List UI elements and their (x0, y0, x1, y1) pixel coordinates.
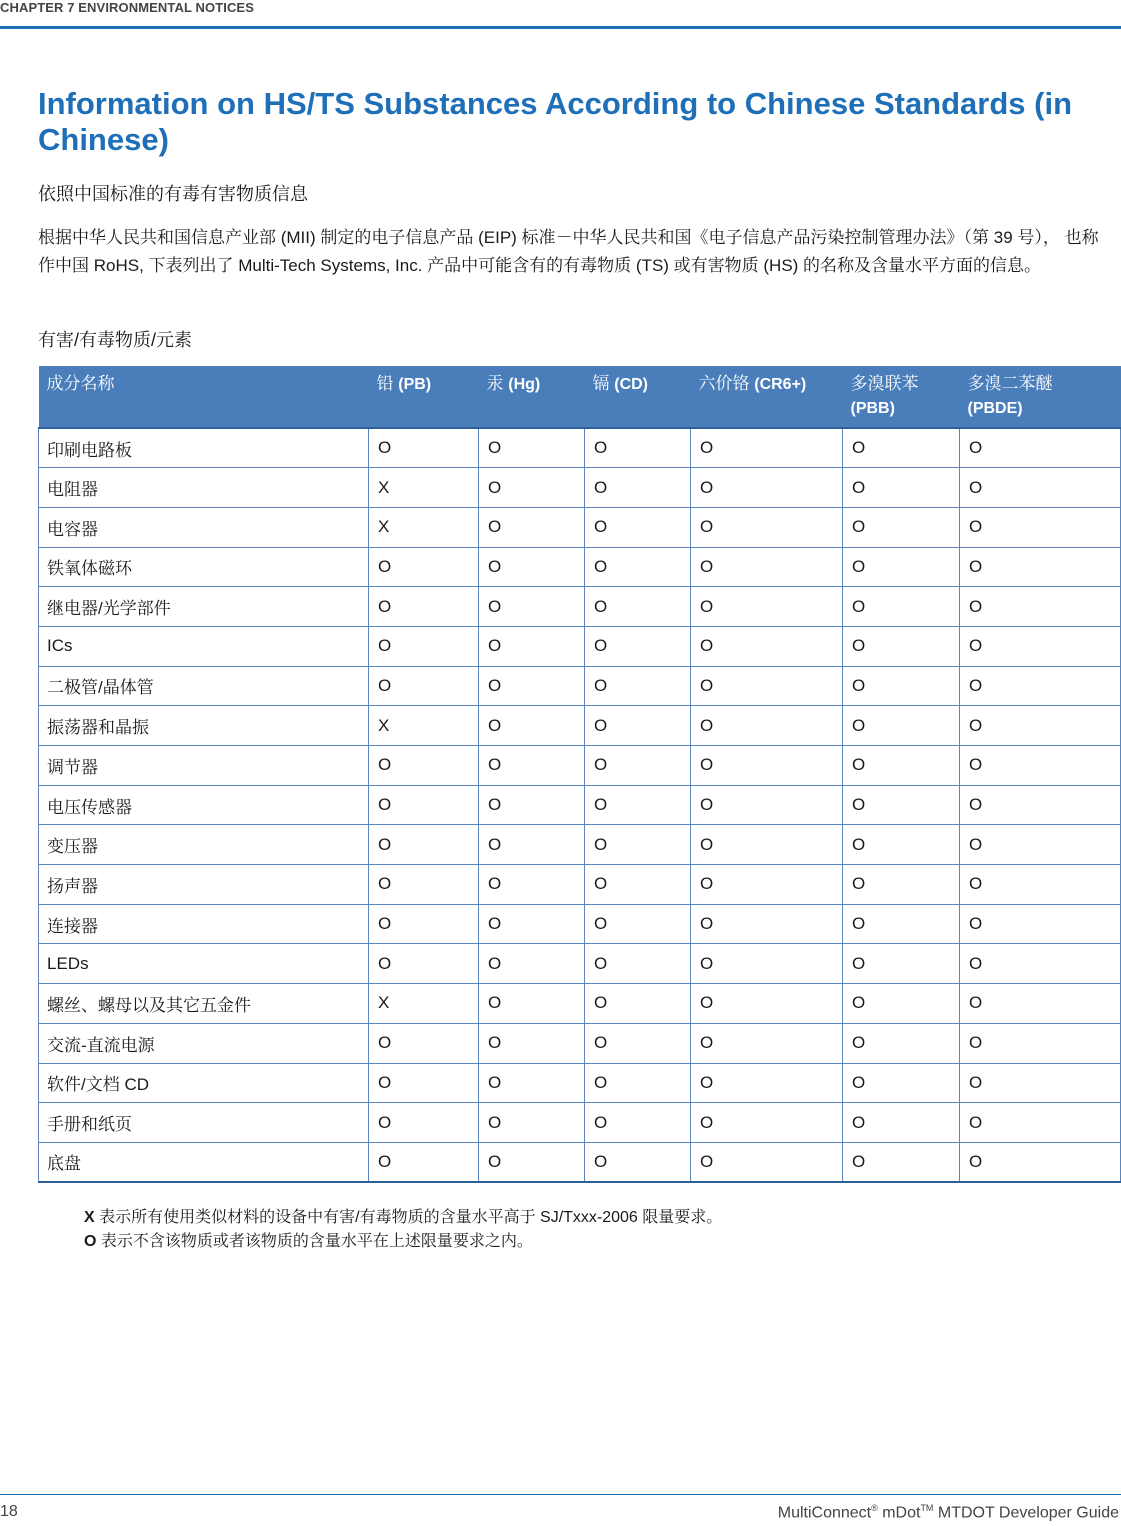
substance-value-cell: O (585, 1063, 691, 1103)
substance-value-cell: O (843, 706, 960, 746)
substance-value-cell: O (960, 1023, 1121, 1063)
substance-value-cell: O (960, 944, 1121, 984)
substance-value-cell: O (369, 1103, 479, 1143)
substance-value-cell: O (369, 746, 479, 786)
substance-value-cell: O (479, 587, 585, 627)
substance-value-cell: O (479, 547, 585, 587)
component-name-cell: 螺丝、螺母以及其它五金件 (39, 984, 369, 1024)
table-row (39, 626, 1121, 666)
substance-value-cell: O (843, 547, 960, 587)
substance-value-cell: O (479, 984, 585, 1024)
substance-value-cell: O (691, 825, 843, 865)
substance-value-cell: O (585, 944, 691, 984)
substance-value-cell: O (691, 428, 843, 468)
substance-value-cell: O (585, 507, 691, 547)
component-name-cell: 变压器 (39, 825, 369, 865)
substance-value-cell: O (960, 626, 1121, 666)
substance-value-cell: O (585, 1023, 691, 1063)
substance-value-cell: O (369, 1023, 479, 1063)
substance-value-cell: O (585, 547, 691, 587)
substance-value-cell: O (479, 666, 585, 706)
component-name-cell: 扬声器 (39, 865, 369, 905)
table-row (39, 1103, 1121, 1143)
substance-value-cell: O (585, 825, 691, 865)
substance-value-cell: O (585, 706, 691, 746)
table-row (39, 1063, 1121, 1103)
substance-value-cell: O (691, 1142, 843, 1182)
substance-value-cell: O (691, 1103, 843, 1143)
table-row (39, 428, 1121, 468)
substance-value-cell: O (369, 785, 479, 825)
substance-value-cell: O (960, 1142, 1121, 1182)
substance-value-cell: O (843, 865, 960, 905)
header-pbde: 多溴二苯醚 (PBDE) (960, 366, 1121, 428)
substance-value-cell: O (960, 507, 1121, 547)
substance-value-cell: O (369, 865, 479, 905)
substance-value-cell: O (691, 904, 843, 944)
table-row (39, 547, 1121, 587)
substance-value-cell: O (843, 984, 960, 1024)
substance-value-cell: O (960, 1063, 1121, 1103)
substance-value-cell: X (369, 706, 479, 746)
substance-value-cell: O (585, 904, 691, 944)
page-number: 18 (0, 1503, 18, 1520)
table-row (39, 746, 1121, 786)
substance-value-cell: O (369, 547, 479, 587)
substance-value-cell: O (369, 587, 479, 627)
substance-value-cell: O (585, 666, 691, 706)
substance-value-cell: O (369, 1142, 479, 1182)
substance-value-cell: O (691, 865, 843, 905)
substance-value-cell: O (479, 904, 585, 944)
substance-value-cell: O (843, 468, 960, 508)
component-name-cell: 底盘 (39, 1142, 369, 1182)
substance-value-cell: O (960, 587, 1121, 627)
component-name-cell: ICs (39, 626, 369, 666)
substance-value-cell: O (479, 626, 585, 666)
substance-value-cell: O (691, 507, 843, 547)
table-row (39, 785, 1121, 825)
substance-value-cell: O (691, 587, 843, 627)
substance-value-cell: O (369, 944, 479, 984)
table-row (39, 944, 1121, 984)
substance-value-cell: O (843, 944, 960, 984)
header-mercury: 汞 (Hg) (479, 366, 585, 428)
substance-value-cell: O (479, 944, 585, 984)
component-name-cell: 连接器 (39, 904, 369, 944)
component-name-cell: 印刷电路板 (39, 428, 369, 468)
table-row (39, 904, 1121, 944)
substance-value-cell: O (960, 428, 1121, 468)
substance-value-cell: O (479, 1063, 585, 1103)
substance-value-cell: O (691, 1023, 843, 1063)
substance-value-cell: O (691, 547, 843, 587)
substance-value-cell: O (960, 825, 1121, 865)
substance-value-cell: O (691, 1063, 843, 1103)
substance-value-cell: O (960, 547, 1121, 587)
substance-value-cell: O (691, 468, 843, 508)
substance-value-cell: O (960, 904, 1121, 944)
substance-value-cell: O (691, 706, 843, 746)
substance-value-cell: O (691, 626, 843, 666)
substance-value-cell: O (843, 587, 960, 627)
chapter-header: CHAPTER 7 ENVIRONMENTAL NOTICES (0, 0, 254, 15)
component-name-cell: 交流-直流电源 (39, 1023, 369, 1063)
substance-value-cell: O (479, 785, 585, 825)
substance-value-cell: O (960, 746, 1121, 786)
substance-value-cell: O (960, 785, 1121, 825)
component-name-cell: 电阻器 (39, 468, 369, 508)
substance-value-cell: O (479, 865, 585, 905)
substance-value-cell: O (369, 1063, 479, 1103)
substance-value-cell: X (369, 984, 479, 1024)
substance-value-cell: O (843, 1023, 960, 1063)
table-row (39, 865, 1121, 905)
substance-value-cell: O (843, 785, 960, 825)
page-title: Information on HS/TS Substances According to Chinese Standards (in Chinese) (38, 86, 1073, 157)
substance-value-cell: O (843, 428, 960, 468)
substance-value-cell: X (369, 507, 479, 547)
legend (84, 1206, 722, 1254)
table-row (39, 984, 1121, 1024)
substance-value-cell: O (843, 1063, 960, 1103)
substances-table (38, 366, 1121, 1183)
substance-value-cell: O (691, 984, 843, 1024)
table-row (39, 825, 1121, 865)
substance-value-cell: O (691, 666, 843, 706)
substance-value-cell: O (479, 1142, 585, 1182)
footer-rule (0, 1494, 1121, 1495)
substance-value-cell: O (691, 944, 843, 984)
component-name-cell: 电容器 (39, 507, 369, 547)
substance-value-cell: O (843, 507, 960, 547)
substance-value-cell: O (479, 1103, 585, 1143)
component-name-cell: 二极管/晶体管 (39, 666, 369, 706)
substance-value-cell: O (691, 785, 843, 825)
substance-value-cell: O (479, 428, 585, 468)
substance-value-cell: O (585, 587, 691, 627)
table-row (39, 507, 1121, 547)
table-row (39, 666, 1121, 706)
substance-value-cell: O (479, 746, 585, 786)
substance-value-cell: O (843, 666, 960, 706)
component-name-cell: 电压传感器 (39, 785, 369, 825)
header-component: 成分名称 (39, 366, 369, 428)
table-header-row (39, 366, 1121, 428)
header-lead: 铅 (PB) (369, 366, 479, 428)
substance-value-cell: O (369, 904, 479, 944)
component-name-cell: LEDs (39, 944, 369, 984)
substance-value-cell: O (843, 746, 960, 786)
substance-value-cell: O (843, 1142, 960, 1182)
substance-value-cell: O (369, 428, 479, 468)
substance-value-cell: O (960, 706, 1121, 746)
substance-value-cell: O (960, 666, 1121, 706)
substance-value-cell: O (585, 865, 691, 905)
table-heading: 有害/有毒物质/元素 (38, 330, 193, 350)
substance-value-cell: O (585, 1103, 691, 1143)
substance-value-cell: O (585, 468, 691, 508)
substance-value-cell: O (479, 825, 585, 865)
substance-value-cell: O (369, 666, 479, 706)
footer-title: MultiConnect® mDot™ MTDOT Developer Guide (777, 1503, 1119, 1522)
substance-value-cell: O (843, 904, 960, 944)
table-row (39, 468, 1121, 508)
component-name-cell: 振荡器和晶振 (39, 706, 369, 746)
component-name-cell: 铁氧体磁环 (39, 547, 369, 587)
substance-value-cell: O (585, 1142, 691, 1182)
header-pbb: 多溴联苯 (PBB) (843, 366, 960, 428)
intro-paragraph: 根据中华人民共和国信息产业部 (MII) 制定的电子信息产品 (EIP) 标准－中华人民共和国《电子信息产品污染控制管理办法》（第 39 号）， 也称作中国 RoHS, 下表列出了 Multi-Tech Systems, Inc. 产品中可能含有的有毒物质 (TS) 或有害物质 (HS) 的名称及含量水平方面的信息。 (38, 228, 1099, 275)
component-name-cell: 继电器/光学部件 (39, 587, 369, 627)
substance-value-cell: O (585, 785, 691, 825)
substance-value-cell: O (585, 984, 691, 1024)
substance-value-cell: O (843, 1103, 960, 1143)
header-rule (0, 26, 1121, 29)
substance-value-cell: O (960, 1103, 1121, 1143)
substance-value-cell: O (843, 825, 960, 865)
component-name-cell: 手册和纸页 (39, 1103, 369, 1143)
table-row (39, 1023, 1121, 1063)
substance-value-cell: O (479, 507, 585, 547)
substance-value-cell: O (960, 865, 1121, 905)
substance-value-cell: O (585, 428, 691, 468)
header-chromium: 六价铬 (CR6+) (691, 366, 843, 428)
table-row (39, 1142, 1121, 1182)
substance-value-cell: O (960, 984, 1121, 1024)
substance-value-cell: O (585, 746, 691, 786)
substance-value-cell: X (369, 468, 479, 508)
substance-value-cell: O (960, 468, 1121, 508)
substance-value-cell: O (691, 746, 843, 786)
substance-value-cell: O (479, 1023, 585, 1063)
substance-value-cell: O (843, 626, 960, 666)
component-name-cell: 调节器 (39, 746, 369, 786)
substance-value-cell: O (585, 626, 691, 666)
substance-value-cell: O (479, 706, 585, 746)
table-row (39, 706, 1121, 746)
legend-o: O 表示不含该物质或者该物质的含量水平在上述限量要求之内。 (84, 1233, 533, 1250)
header-cadmium: 镉 (CD) (585, 366, 691, 428)
substance-value-cell: O (369, 825, 479, 865)
subtitle: 依照中国标准的有毒有害物质信息 (38, 184, 308, 204)
legend-x: X 表示所有使用类似材料的设备中有害/有毒物质的含量水平高于 SJ/Txxx-2006 限量要求。 (84, 1209, 723, 1226)
substance-value-cell: O (369, 626, 479, 666)
table-row (39, 587, 1121, 627)
component-name-cell: 软件/文档 CD (39, 1063, 369, 1103)
substance-value-cell: O (479, 468, 585, 508)
